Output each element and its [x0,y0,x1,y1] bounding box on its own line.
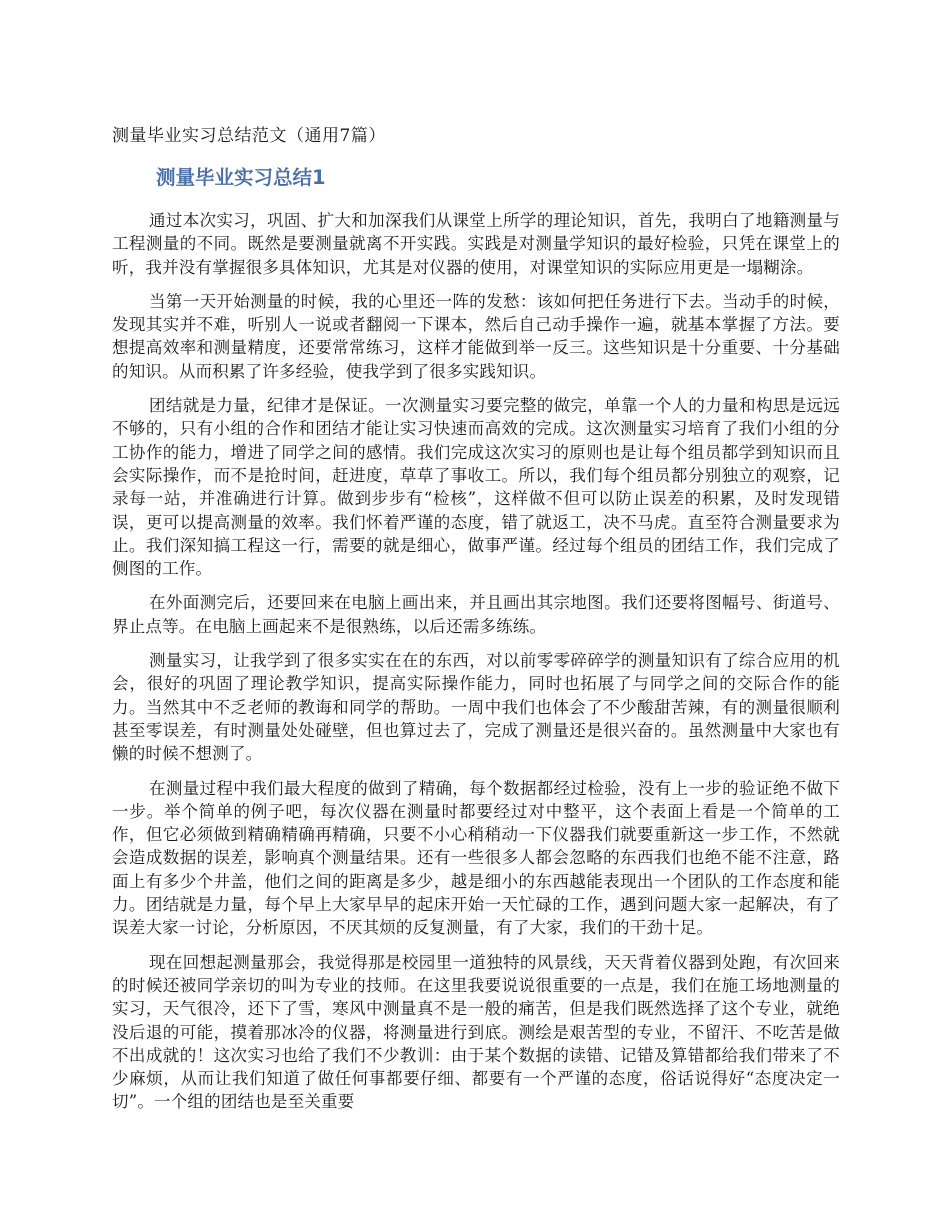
paragraph-7: 现在回想起测量那会，我觉得那是校园里一道独特的风景线，天天背着仪器到处跑，有次回来的时候还被同学亲切的叫为专业的技师。在这里我要说说很重要的一点是，我们在施工场地测量的实习，天气很冷，还下了雪，寒风中测量真不是一般的痛苦，但是我们既然选择了这个专业，就绝没后退的可能，摸着那冰冷的仪器，将测量进行到底。测绘是艰苦型的专业，不留汗、不吃苦是做不出成就的！这次实习也给了我们不少教训：由于某个数据的读错、记错及算错都给我们带来了不少麻烦，从而让我们知道了做任何事都要仔细、都要有一个严谨的态度，俗话说得好“态度决定一切”。一个组的团结也是至关重要 [112,952,840,1112]
section-heading: 测量毕业实习总结1 [156,166,326,189]
document-title: 测量毕业实习总结范文（通用7篇） [112,126,386,146]
paragraph-6: 在测量过程中我们最大程度的做到了精确，每个数据都经过检验，没有上一步的验证绝不做下一步。举个简单的例子吧，每次仪器在测量时都要经过对中整平，这个表面上看是一个简单的工作，但它必须做到精确精确再精确，只要不小心稍稍动一下仪器我们就要重新这一步工作，不然就会造成数据的误差，影响真个测量结果。还有一些很多人都会忽略的东西我们也绝不能不注意，路面上有多少个井盖，他们之间的距离是多少，越是细小的东西越能表现出一个团队的工作态度和能力。团结就是力量，每个早上大家早早的起床开始一天忙碌的工作，遇到问题大家一起解决，有了误差大家一讨论，分析原因，不厌其烦的反复测量，有了大家，我们的干劲十足。 [112,778,840,938]
paragraph-2: 当第一天开始测量的时候，我的心里还一阵的发愁：该如何把任务进行下去。当动手的时候，发现其实并不难，听别人一说或者翻阅一下课本，然后自己动手操作一遍，就基本掌握了方法。要想提高效率和测量精度，还要常常练习，这样才能做到举一反三。这些知识是十分重要、十分基础的知识。从而积累了许多经验，使我学到了很多实践知识。 [112,291,840,381]
paragraph-1: 通过本次实习，巩固、扩大和加深我们从课堂上所学的理论知识，首先，我明白了地籍测量与工程测量的不同。既然是要测量就离不开实践。实践是对测量学知识的最好检验，只凭在课堂上的听，我并没有掌握很多具体知识，尤其是对仪器的使用，对课堂知识的实际应用更是一塌糊涂。 [112,211,840,277]
paragraph-5: 测量实习，让我学到了很多实实在在的东西，对以前零零碎碎学的测量知识有了综合应用的机会，很好的巩固了理论教学知识，提高实际操作能力，同时也拓展了与同学之间的交际合作的能力。当然其中不乏老师的教诲和同学的帮助。一周中我们也体会了不少酸甜苦辣，有的测量很顺利甚至零误差，有时测量处处碰壁，但也算过去了，完成了测量还是很兴奋的。虽然测量中大家也有懒的时候不想测了。 [112,651,840,764]
paragraph-3: 团结就是力量，纪律才是保证。一次测量实习要完整的做完，单靠一个人的力量和构思是远远不够的，只有小组的合作和团结才能让实习快速而高效的完成。这次测量实习培育了我们小组的分工协作的能力，增进了同学之间的感情。我们完成这次实习的原则也是让每个组员都学到知识而且会实际操作，而不是抢时间，赶进度，草草了事收工。所以，我们每个组员都分别独立的观察，记录每一站，并准确进行计算。做到步步有“检核”，这样做不但可以防止误差的积累，及时发现错误，更可以提高测量的效率。我们怀着严谨的态度，错了就返工，决不马虎。直至符合测量要求为止。我们深知搞工程这一行，需要的就是细心，做事严谨。经过每个组员的团结工作，我们完成了侧图的工作。 [112,396,840,579]
paragraph-4: 在外面测完后，还要回来在电脑上画出来，并且画出其宗地图。我们还要将图幅号、街道号、界止点等。在电脑上画起来不是很熟练，以后还需多练练。 [112,593,840,636]
document-page [112,124,840,1125]
